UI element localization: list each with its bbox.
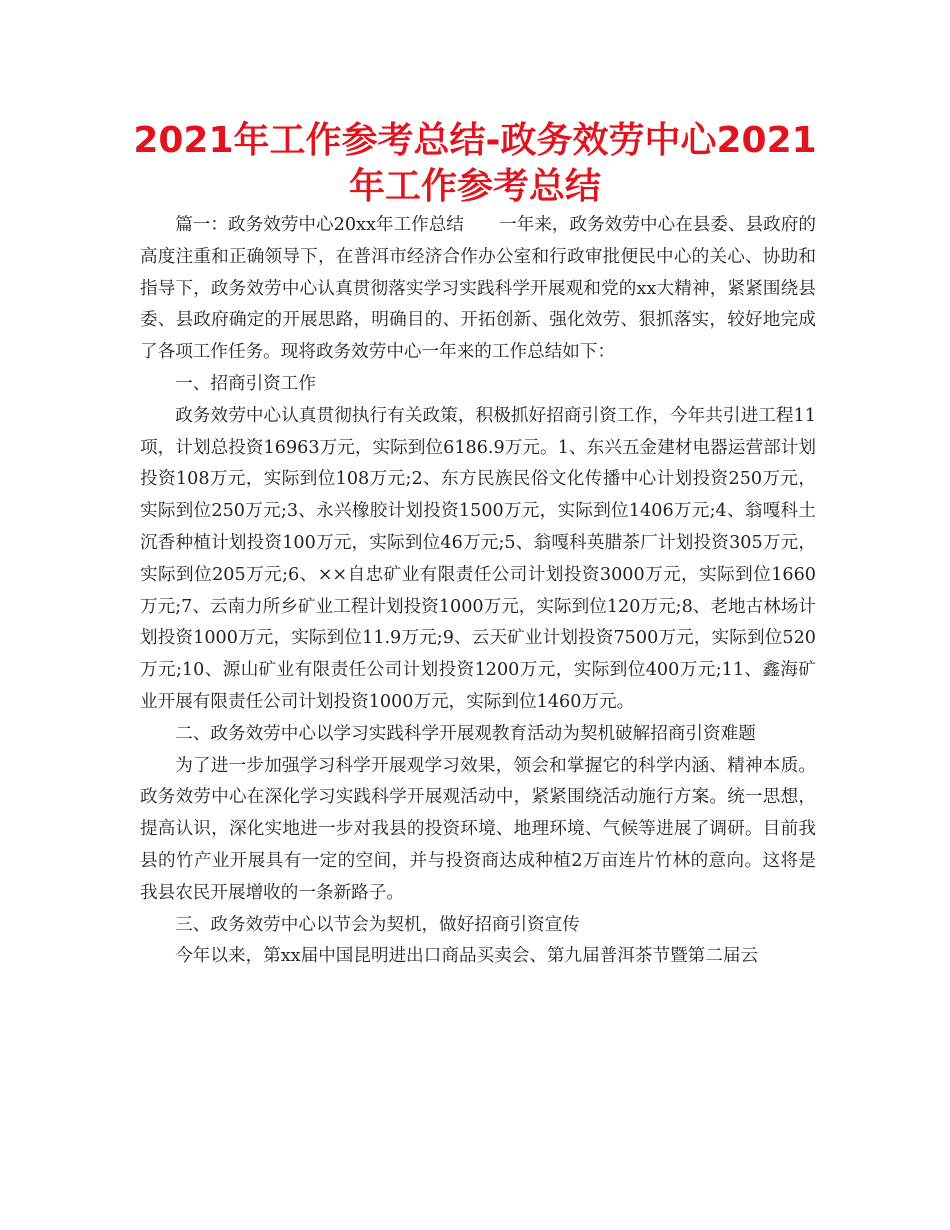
document-title: 2021年工作参考总结-政务效劳中心2021年工作参考总结 <box>133 120 817 207</box>
paragraph-study: 为了进一步加强学习科学开展观学习效果，领会和掌握它的科学内涵、精神本质。政务效劳中心在深化学习实践科学开展观活动中，紧紧围绕活动施行方案。统一思想，提高认识，深化实地进一步对我县的投资环境、地理环境、气候等进展了调研。目前我县的竹产业开展具有一定的空间，并与投资商达成种植2万亩连片竹林的意向。这将是我县农民开展增收的一条新路子。 <box>140 755 816 903</box>
section-heading-1: 一、招商引资工作 <box>175 373 316 394</box>
section-heading-2: 二、政务效劳中心以学习实践科学开展观教育活动为契机破解招商引资难题 <box>175 723 756 744</box>
paragraph-festival: 今年以来，第xx届中国昆明进出口商品买卖会、第九届普洱茶节暨第二届云 <box>175 946 759 967</box>
document-body <box>140 210 816 973</box>
paragraph-intro: 篇一：政务效劳中心20xx年工作总结 一年来，政务效劳中心在县委、县政府的高度注重和正确领导下，在普洱市经济合作办公室和行政审批便民中心的关心、协助和指导下，政务效劳中心认真贯彻落实学习实践科学开展观和党的xx大精神，紧紧围绕县委、县政府确定的开展思路，明确目的、开拓创新、强化效劳、狠抓落实，较好地完成了各项工作任务。现将政务效劳中心一年来的工作总结如下： <box>140 215 816 363</box>
section-heading-3: 三、政务效劳中心以节会为契机，做好招商引资宣传 <box>175 914 580 935</box>
paragraph-investment: 政务效劳中心认真贯彻执行有关政策，积极抓好招商引资工作，今年共引进工程11项，计划总投资16963万元，实际到位6186.9万元。1、东兴五金建材电器运营部计划投资108万元，实际到位108万元;2、东方民族民俗文化传播中心计划投资250万元，实际到位250万元;3、永兴橡胶计划投资1500万元，实际到位1406万元;4、翁嘎科土沉香种植计划投资100万元，实际到位46万元;5、翁嘎科英腊茶厂计划投资305万元，实际到位205万元;6、××自忠矿业有限责任公司计划投资3000万元，实际到位1660万元;7、云南力所乡矿业工程计划投资1000万元，实际到位120万元;8、老地古林场计划投资1000万元，实际到位11.9万元;9、云天矿业计划投资7500万元，实际到位520万元;10、源山矿业有限责任公司计划投资1200万元，实际到位400万元;11、鑫海矿业开展有限责任公司计划投资1000万元，实际到位1460万元。 <box>140 405 816 712</box>
